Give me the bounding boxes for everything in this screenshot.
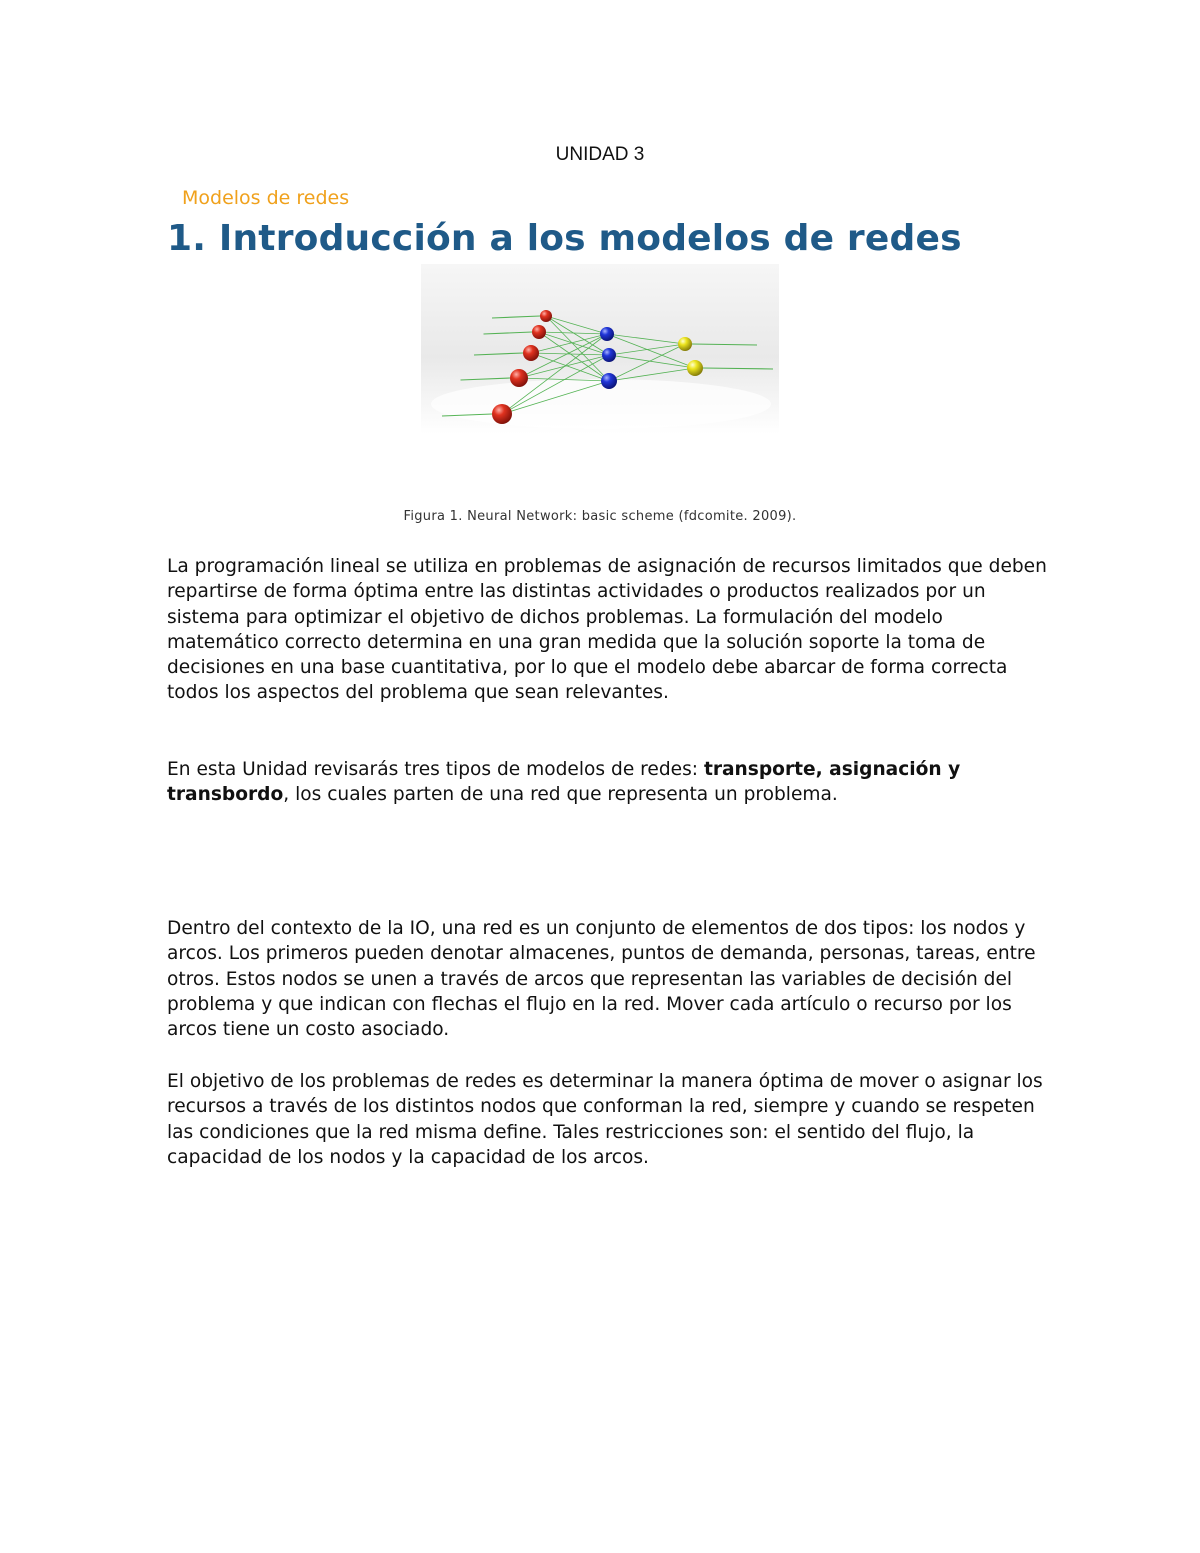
network-node-icon: [602, 348, 616, 362]
section-label: Modelos de redes: [182, 187, 350, 209]
paragraph-text: En esta Unidad revisarás tres tipos de modelos de redes:: [167, 759, 704, 780]
unit-title: UNIDAD 3: [555, 144, 645, 165]
model-types-bold: transporte, asignación y transbordo: [167, 759, 961, 806]
network-node-icon: [510, 369, 528, 387]
network-node-icon: [687, 360, 703, 376]
paragraph-network-definition: Dentro del contexto de la IO, una red es un conjunto de elementos de dos tipos: los nodos y arcos. Los primeros pueden denotar almacenes, puntos de demanda, personas, tareas, entre otros. Estos nodos se unen a través de arcos que representan las variables de decisión del problema y que indican con flechas el flujo en la red. Mover cada artículo o recurso por los arcos tiene un costo asociado.: [167, 918, 1036, 1041]
page-title: 1. Introducción a los modelos de redes: [167, 218, 962, 259]
paragraph-network-objective: El objetivo de los problemas de redes es determinar la manera óptima de mover o asignar los recursos a través de los distintos nodos que conforman la red, siempre y cuando se respeten las condiciones que la red misma define. Tales restricciones son: el sentido del flujo, la capacidad de los nodos y la capacidad de los arcos.: [167, 1071, 1043, 1168]
paragraph-text: , los cuales parten de una red que representa un problema.: [283, 784, 838, 806]
figure-neural-network: [421, 264, 779, 434]
neural-network-diagram-icon: [421, 264, 779, 434]
network-node-icon: [678, 337, 692, 351]
paragraph-intro: La programación lineal se utiliza en problemas de asignación de recursos limitados que deben repartirse de forma óptima entre las distintas actividades o productos realizados por un sistema para optimizar el objetivo de dichos problemas. La formulación del modelo matemático correcto determina en una gran medida que la solución soporte la toma de decisiones en una base cuantitativa, por lo que el modelo debe abarcar de forma correcta todos los aspectos del problema que sean relevantes.: [167, 556, 1047, 704]
network-node-icon: [600, 327, 614, 341]
network-node-icon: [540, 310, 552, 322]
network-node-icon: [601, 373, 617, 389]
network-node-icon: [523, 345, 539, 361]
network-node-icon: [492, 404, 512, 424]
network-node-icon: [532, 325, 546, 339]
figure-caption: Figura 1. Neural Network: basic scheme (fdcomite. 2009).: [403, 509, 797, 524]
paragraph-model-types: [167, 757, 1047, 808]
